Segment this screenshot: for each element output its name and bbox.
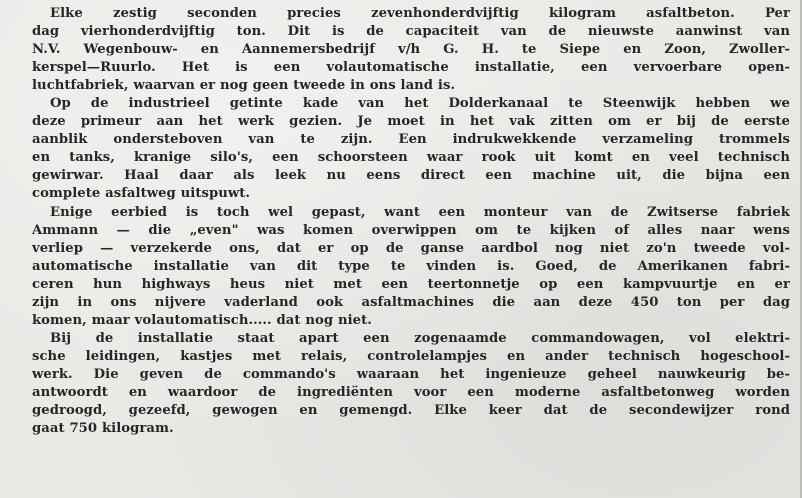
paragraph-3 (14, 204, 790, 330)
paragraph-1 (14, 5, 790, 95)
text-line: sche leidingen, kastjes met relais, controlelampjes en ander technisch hogeschool- (32, 348, 790, 364)
text-line: en tanks, kranige silo's, een schoorsteen waar rook uit komt en veel technisch (32, 150, 790, 166)
article-body (14, 5, 790, 438)
paragraph-2 (14, 95, 790, 203)
text-line: Elke zestig seconden precies zevenhonderdvijftig kilogram asfaltbeton. Per (50, 6, 790, 21)
text-line: Enige eerbied is toch wel gepast, want een monteur van de Zwitserse fabriek (50, 204, 790, 220)
text-line: aanblik ondersteboven van te zijn. Een indrukwekkende verzameling trommels (32, 132, 790, 148)
text-line: werk. Die geven de commando's waaraan het ingenieuze geheel nauwkeurig be- (32, 366, 790, 382)
text-line: complete asfaltweg uitspuwt. (32, 186, 251, 202)
text-line: deze primeur aan het werk gezien. Je moet in het vak zitten om er bij de eerste (32, 114, 790, 130)
text-line: automatische installatie van dit type te vinden is. Goed, de Amerikanen fabri- (32, 258, 790, 274)
text-line: dag vierhonderdvijftig ton. Dit is de capaciteit van de nieuwste aanwinst van (32, 24, 790, 40)
paragraph-4 (14, 330, 790, 438)
text-line: Op de industrieel getinte kade van het Dolderkanaal te Steenwijk hebben we (50, 96, 790, 112)
text-line: zijn in ons nijvere vaderland ook asfaltmachines die aan deze 450 ton per dag (32, 294, 790, 310)
text-line: gedroogd, gezeefd, gewogen en gemengd. Elke keer dat de secondewijzer rond (32, 403, 790, 419)
text-line: kerspel—Ruurlo. Het is een volautomatische installatie, een vervoerbare open- (32, 60, 790, 76)
text-line: luchtfabriek, waarvan er nog geen tweede in ons land is. (32, 78, 456, 94)
text-line: verliep — verzekerde ons, dat er op de ganse aardbol nog niet zo'n tweede vol- (32, 240, 790, 256)
text-line: N.V. Wegenbouw- en Aannemersbedrijf v/h G. H. te Siepe en Zoon, Zwoller- (32, 42, 790, 58)
text-line: Ammann — die „even" was komen overwippen om te kijken of alles naar wens (32, 222, 790, 238)
text-line: Bij de installatie staat apart een zogenaamde commandowagen, vol elektri- (50, 330, 790, 346)
text-line: komen, maar volautomatisch..... dat nog niet. (32, 312, 372, 328)
text-line: gaat 750 kilogram. (32, 421, 174, 437)
text-line: gewirwar. Haal daar als leek nu eens direct een machine uit, die bijna een (32, 168, 790, 184)
text-line: ceren hun highways heus niet met een teertonnetje op een kampvuurtje en er (32, 276, 790, 292)
text-line: antwoordt en waardoor de ingrediënten voor een moderne asfaltbetonweg worden (32, 384, 790, 400)
